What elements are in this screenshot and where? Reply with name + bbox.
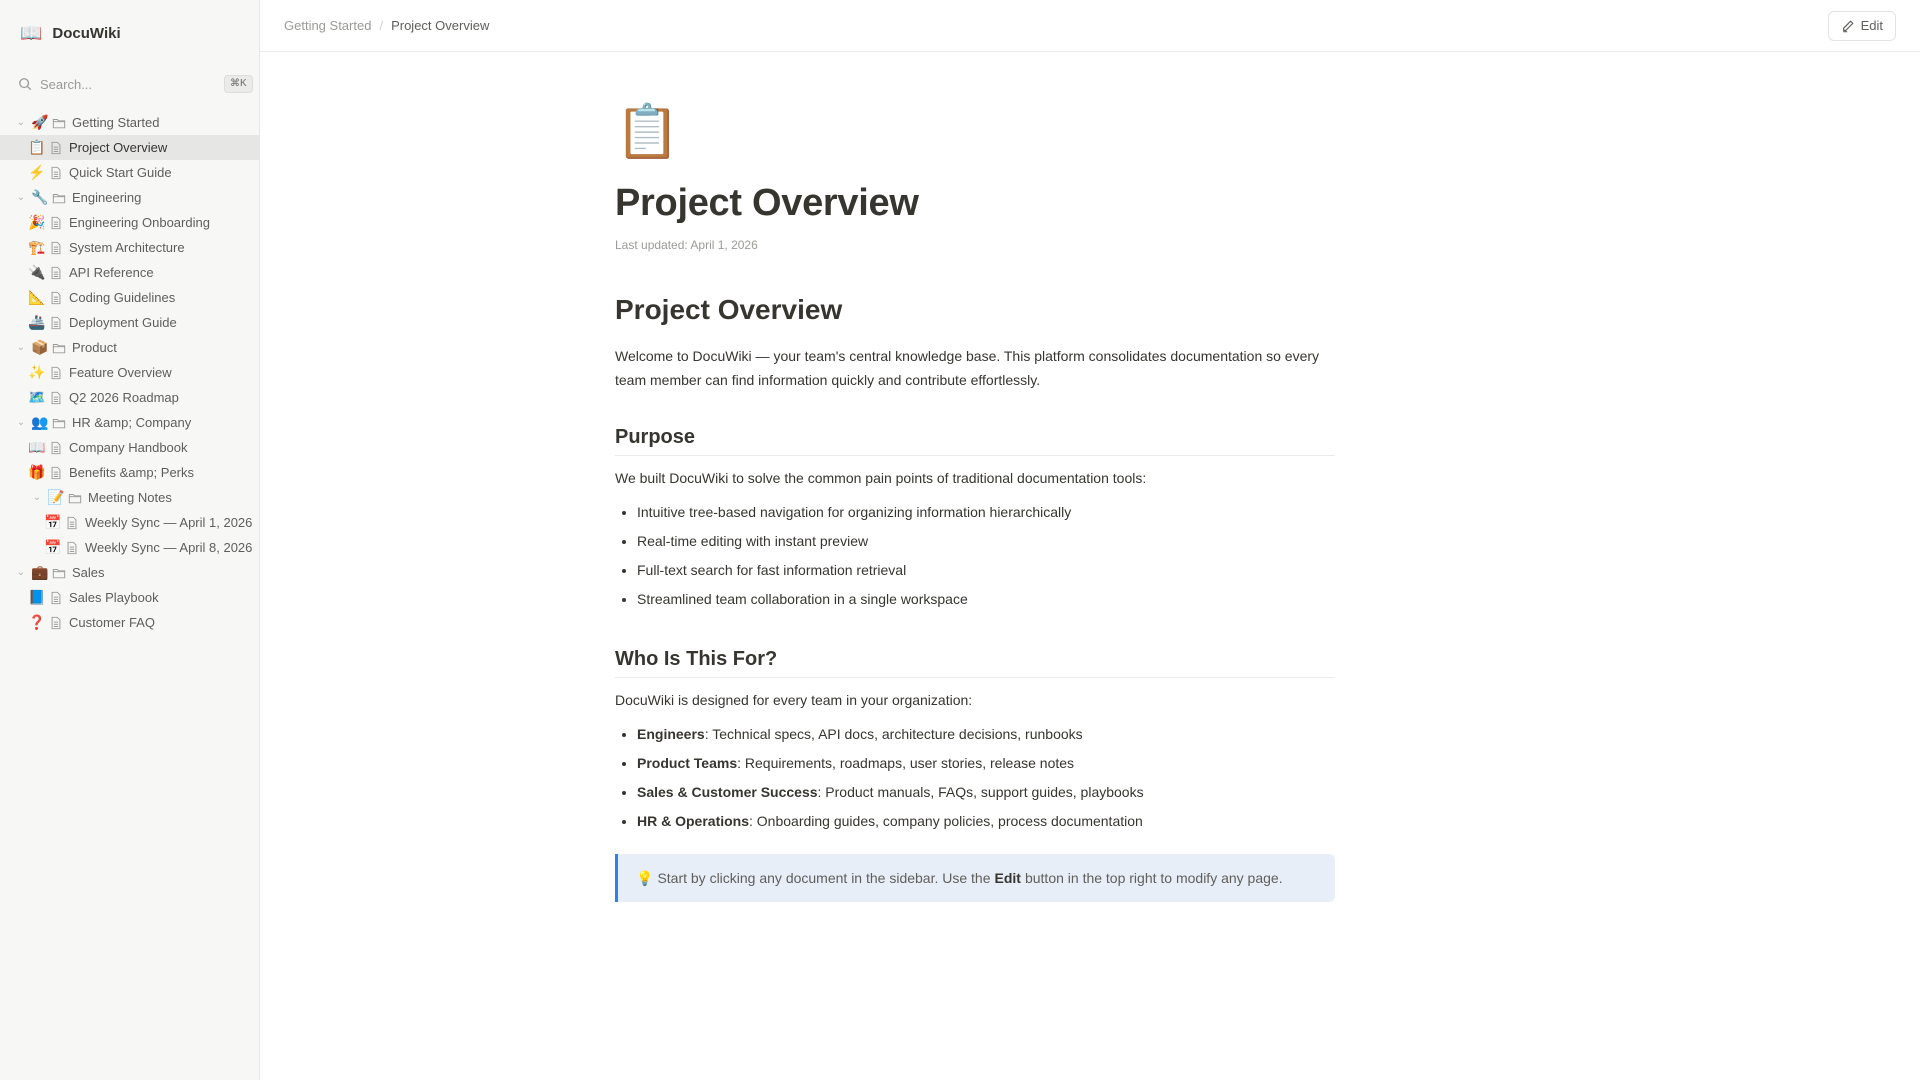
edit-button-label: Edit bbox=[1860, 18, 1883, 33]
document-icon bbox=[49, 216, 63, 230]
sidebar-item-customer-faq[interactable] bbox=[0, 610, 259, 635]
audience-term: HR & Operations bbox=[637, 813, 750, 829]
callout-bold: Edit bbox=[994, 870, 1021, 886]
sidebar-item-label: Meeting Notes bbox=[88, 490, 172, 505]
item-emoji-icon: 📘 bbox=[28, 589, 46, 605]
chevron-down-icon[interactable]: ⌄ bbox=[32, 492, 42, 503]
audience-list bbox=[615, 720, 1340, 836]
item-emoji-icon: 📋 bbox=[28, 139, 46, 155]
item-emoji-icon: 📝 bbox=[47, 489, 65, 505]
document-icon bbox=[49, 291, 63, 305]
audience-desc: : Onboarding guides, company policies, process documentation bbox=[749, 813, 1143, 829]
book-logo-icon: 📖 bbox=[20, 22, 43, 43]
chevron-down-icon[interactable]: ⌄ bbox=[16, 117, 26, 128]
top-bar bbox=[260, 0, 1920, 52]
document-icon bbox=[49, 616, 63, 630]
sidebar-item-label: Engineering Onboarding bbox=[69, 215, 210, 230]
sidebar-item-system-architecture[interactable] bbox=[0, 235, 259, 260]
item-emoji-icon: ❓ bbox=[28, 614, 46, 630]
document-icon bbox=[49, 141, 63, 155]
sidebar-item-label: Weekly Sync — April 8, 2026 bbox=[85, 540, 253, 555]
app-name: DocuWiki bbox=[52, 24, 121, 42]
item-emoji-icon: 🚢 bbox=[28, 314, 46, 330]
sidebar-item-label: Sales bbox=[72, 565, 105, 580]
item-emoji-icon: 📖 bbox=[28, 439, 46, 455]
item-emoji-icon: 🎁 bbox=[28, 464, 46, 480]
sidebar bbox=[0, 0, 260, 1080]
sidebar-item-label: Engineering bbox=[72, 190, 142, 205]
doc-heading: Project Overview bbox=[615, 294, 843, 325]
document-icon bbox=[49, 166, 63, 180]
sidebar-item-sales-playbook[interactable] bbox=[0, 585, 259, 610]
edit-button[interactable] bbox=[1828, 11, 1896, 41]
sidebar-tree bbox=[0, 110, 259, 635]
list-item bbox=[637, 807, 1340, 836]
sidebar-item-label: Project Overview bbox=[69, 140, 168, 155]
list-item: • Streamlined team collaboration in a single workspace bbox=[637, 585, 1340, 614]
folder-icon bbox=[68, 491, 82, 505]
search-shortcut-badge: ⌘K bbox=[224, 75, 253, 93]
item-emoji-icon: 💼 bbox=[31, 564, 49, 580]
item-emoji-icon: ⚡ bbox=[28, 164, 46, 180]
document-icon bbox=[65, 516, 79, 530]
document-icon bbox=[65, 541, 79, 555]
breadcrumb bbox=[284, 18, 489, 33]
audience-lead: DocuWiki is designed for every team in your organization: bbox=[615, 692, 973, 708]
chevron-down-icon[interactable]: ⌄ bbox=[16, 342, 26, 353]
list-item bbox=[637, 749, 1340, 778]
document-icon bbox=[49, 441, 63, 455]
list-item bbox=[637, 720, 1340, 749]
search-icon bbox=[18, 77, 32, 91]
purpose-list bbox=[615, 498, 1340, 614]
sidebar-folder-sales[interactable] bbox=[0, 560, 259, 585]
document-icon bbox=[49, 316, 63, 330]
sidebar-item-label: Sales Playbook bbox=[69, 590, 159, 605]
item-emoji-icon: 🔌 bbox=[28, 264, 46, 280]
item-emoji-icon: 📐 bbox=[28, 289, 46, 305]
audience-term: Sales & Customer Success bbox=[637, 784, 818, 800]
folder-icon bbox=[52, 416, 66, 430]
callout-text-before: Start by clicking any document in the sidebar. Use the bbox=[657, 870, 991, 886]
audience-term: Engineers bbox=[637, 726, 705, 742]
audience-desc: : Requirements, roadmaps, user stories, release notes bbox=[737, 755, 1075, 771]
sidebar-item-quick-start-guide[interactable] bbox=[0, 160, 259, 185]
chevron-down-icon[interactable]: ⌄ bbox=[16, 417, 26, 428]
sidebar-item-deployment-guide[interactable] bbox=[0, 310, 259, 335]
item-emoji-icon: 🚀 bbox=[31, 114, 49, 130]
breadcrumb-item-current: Project Overview bbox=[391, 18, 490, 33]
intro-paragraph: Welcome to DocuWiki — your team's central knowledge base. This platform consolidates documentation so every team member can find information quickly and contribute effortlessly. bbox=[615, 348, 1320, 388]
document-content bbox=[260, 52, 1340, 902]
sidebar-item-label: HR &amp; Company bbox=[72, 415, 192, 430]
sidebar-item-coding-guidelines[interactable] bbox=[0, 285, 259, 310]
purpose-heading: Purpose bbox=[615, 426, 1335, 456]
sidebar-item-label: Customer FAQ bbox=[69, 615, 155, 630]
audience-desc: : Technical specs, API docs, architecture decisions, runbooks bbox=[704, 726, 1083, 742]
sidebar-item-label: System Architecture bbox=[69, 240, 185, 255]
item-emoji-icon: 🔧 bbox=[31, 189, 49, 205]
brand[interactable] bbox=[0, 0, 259, 66]
document-icon bbox=[49, 266, 63, 280]
item-emoji-icon: 👥 bbox=[31, 414, 49, 430]
sidebar-item-label: Feature Overview bbox=[69, 365, 172, 380]
main-area bbox=[260, 0, 1920, 1080]
item-emoji-icon: 📦 bbox=[31, 339, 49, 355]
item-emoji-icon: 🏗️ bbox=[28, 239, 46, 255]
sidebar-item-feature-overview[interactable] bbox=[0, 360, 259, 385]
document-icon bbox=[49, 366, 63, 380]
callout-text-after: button in the top right to modify any page. bbox=[1024, 870, 1283, 886]
sidebar-item-api-reference[interactable] bbox=[0, 260, 259, 285]
sidebar-item-label: Product bbox=[72, 340, 117, 355]
purpose-lead: We built DocuWiki to solve the common pain points of traditional documentation tools: bbox=[615, 470, 1147, 486]
sidebar-item-q2-2026-roadmap[interactable] bbox=[0, 385, 259, 410]
folder-icon bbox=[52, 566, 66, 580]
audience-desc: : Product manuals, FAQs, support guides, playbooks bbox=[817, 784, 1144, 800]
document-icon bbox=[49, 241, 63, 255]
sidebar-item-engineering-onboarding[interactable] bbox=[0, 210, 259, 235]
sidebar-item-project-overview[interactable] bbox=[0, 135, 259, 160]
item-emoji-icon: 🗺️ bbox=[28, 389, 46, 405]
sidebar-item-label: Coding Guidelines bbox=[69, 290, 176, 305]
last-updated: Last updated: April 1, 2026 bbox=[615, 238, 758, 252]
item-emoji-icon: 📅 bbox=[44, 514, 62, 530]
list-item: • Real-time editing with instant preview bbox=[637, 527, 1340, 556]
breadcrumb-item-getting-started[interactable]: Getting Started bbox=[284, 18, 372, 33]
list-item bbox=[637, 778, 1340, 807]
sidebar-item-label: Getting Started bbox=[72, 115, 160, 130]
sidebar-item-weekly-sync-april-8-2026[interactable] bbox=[0, 535, 259, 560]
item-emoji-icon: 🎉 bbox=[28, 214, 46, 230]
sidebar-item-label: Weekly Sync — April 1, 2026 bbox=[85, 515, 253, 530]
document-icon bbox=[49, 391, 63, 405]
list-item: • Full-text search for fast information retrieval bbox=[637, 556, 1340, 585]
folder-icon bbox=[52, 341, 66, 355]
document-icon bbox=[49, 591, 63, 605]
sidebar-item-weekly-sync-april-1-2026[interactable] bbox=[0, 510, 259, 535]
sidebar-folder-product[interactable] bbox=[0, 335, 259, 360]
sidebar-item-benefits-and-perks[interactable] bbox=[0, 460, 259, 485]
search-bar[interactable] bbox=[18, 70, 247, 98]
sidebar-folder-meeting-notes[interactable] bbox=[0, 485, 259, 510]
sidebar-item-company-handbook[interactable] bbox=[0, 435, 259, 460]
clipboard-page-icon: 📋 bbox=[615, 103, 680, 161]
search-input[interactable] bbox=[40, 77, 216, 92]
item-emoji-icon: 📅 bbox=[44, 539, 62, 555]
chevron-down-icon[interactable]: ⌄ bbox=[16, 192, 26, 203]
sidebar-item-label: Q2 2026 Roadmap bbox=[69, 390, 179, 405]
chevron-down-icon[interactable]: ⌄ bbox=[16, 567, 26, 578]
breadcrumb-separator: / bbox=[379, 18, 384, 33]
folder-icon bbox=[52, 191, 66, 205]
sidebar-item-label: Company Handbook bbox=[69, 440, 188, 455]
audience-heading: Who Is This For? bbox=[615, 648, 1335, 678]
document-icon bbox=[49, 466, 63, 480]
tip-callout bbox=[615, 854, 1335, 902]
page-title: Project Overview bbox=[615, 182, 919, 224]
sidebar-item-label: Quick Start Guide bbox=[69, 165, 172, 180]
sidebar-folder-hr-and-company[interactable] bbox=[0, 410, 259, 435]
pencil-icon bbox=[1841, 19, 1855, 33]
lightbulb-icon: 💡 bbox=[636, 869, 654, 886]
sidebar-item-label: API Reference bbox=[69, 265, 154, 280]
audience-term: Product Teams bbox=[637, 755, 738, 771]
sidebar-folder-engineering[interactable] bbox=[0, 185, 259, 210]
folder-icon bbox=[52, 116, 66, 130]
sidebar-folder-getting-started[interactable] bbox=[0, 110, 259, 135]
item-emoji-icon: ✨ bbox=[28, 364, 46, 380]
sidebar-item-label: Deployment Guide bbox=[69, 315, 177, 330]
list-item: • Intuitive tree-based navigation for organizing information hierarchically bbox=[637, 498, 1340, 527]
sidebar-item-label: Benefits &amp; Perks bbox=[69, 465, 194, 480]
